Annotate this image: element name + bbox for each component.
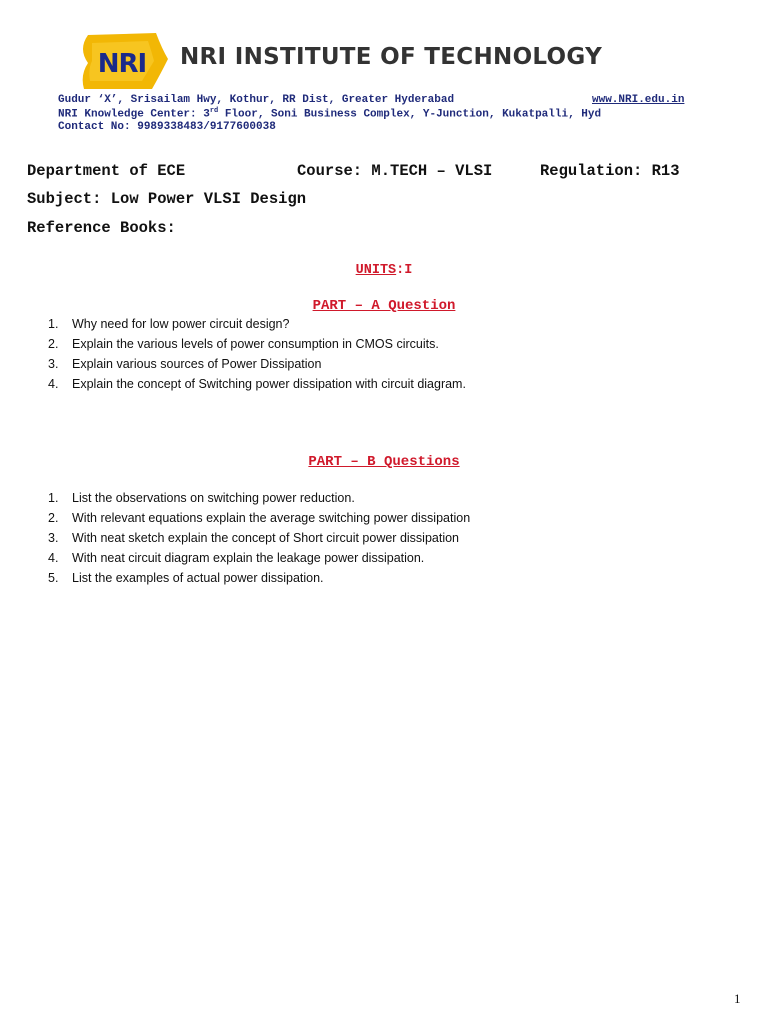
question-text: Explain various sources of Power Dissipation: [72, 357, 322, 371]
question-number: 5.: [48, 571, 59, 585]
institute-name: NRI INSTITUTE OF TECHNOLOGY: [180, 44, 603, 70]
question-text: With neat sketch explain the concept of Short circuit power dissipation: [72, 531, 460, 545]
part-a-heading-text: PART – A Question: [312, 298, 456, 314]
knowledge-center-line: [58, 107, 601, 121]
list-item: [48, 548, 470, 568]
question-number: 2.: [48, 337, 59, 351]
part-b-question-list: [48, 488, 470, 588]
question-text: List the examples of actual power dissipation.: [72, 571, 324, 585]
list-item: [48, 374, 466, 394]
website-link[interactable]: www.NRI.edu.in: [592, 94, 685, 106]
course-label: Course: M.TECH – VLSI: [297, 162, 493, 180]
contact-number: Contact No: 9989338483/9177600038: [58, 121, 276, 133]
question-number: 3.: [48, 531, 59, 545]
floor-ordinal-suffix: rd: [209, 107, 219, 115]
question-text: Explain the various levels of power consumption in CMOS circuits.: [72, 337, 439, 351]
question-number: 1.: [48, 317, 59, 331]
department-label: Department of ECE: [27, 162, 186, 180]
unit-label: UNITS: [355, 263, 397, 278]
regulation-label: Regulation: R13: [540, 162, 680, 180]
address-line: Gudur ‘X’, Srisailam Hwy, Kothur, RR Dist, Greater Hyderabad: [58, 94, 455, 106]
question-number: 1.: [48, 491, 59, 505]
question-number: 3.: [48, 357, 59, 371]
question-number: 4.: [48, 377, 59, 391]
question-text: With relevant equations explain the average switching power dissipation: [72, 511, 471, 525]
list-item: [48, 508, 470, 528]
knowledge-center-suffix: Floor, Soni Business Complex, Y-Junction, Kukatpalli, Hyd: [218, 108, 602, 121]
unit-heading: [0, 263, 768, 278]
knowledge-center-prefix: NRI Knowledge Center: 3: [58, 108, 210, 121]
list-item: [48, 334, 466, 354]
question-text: Explain the concept of Switching power dissipation with circuit diagram.: [72, 377, 466, 391]
question-text: With neat circuit diagram explain the leakage power dissipation.: [72, 551, 425, 565]
page-number: 1: [734, 991, 741, 1006]
question-number: 2.: [48, 511, 59, 525]
list-item: [48, 354, 466, 374]
institute-logo: [78, 29, 170, 93]
question-text: List the observations on switching power reduction.: [72, 491, 355, 505]
question-number: 4.: [48, 551, 59, 565]
part-a-heading: [0, 298, 768, 314]
list-item: [48, 568, 470, 588]
list-item: [48, 314, 466, 334]
list-item: [48, 528, 470, 548]
unit-value: :I: [396, 263, 413, 278]
question-text: Why need for low power circuit design?: [72, 317, 290, 331]
logo-text: NRI: [97, 49, 147, 79]
reference-books-label: Reference Books:: [27, 219, 176, 237]
part-b-heading: [0, 454, 768, 470]
part-b-heading-text: PART – B Questions: [308, 454, 460, 470]
subject-label: Subject: Low Power VLSI Design: [27, 190, 307, 208]
list-item: [48, 488, 470, 508]
part-a-question-list: [48, 314, 466, 394]
